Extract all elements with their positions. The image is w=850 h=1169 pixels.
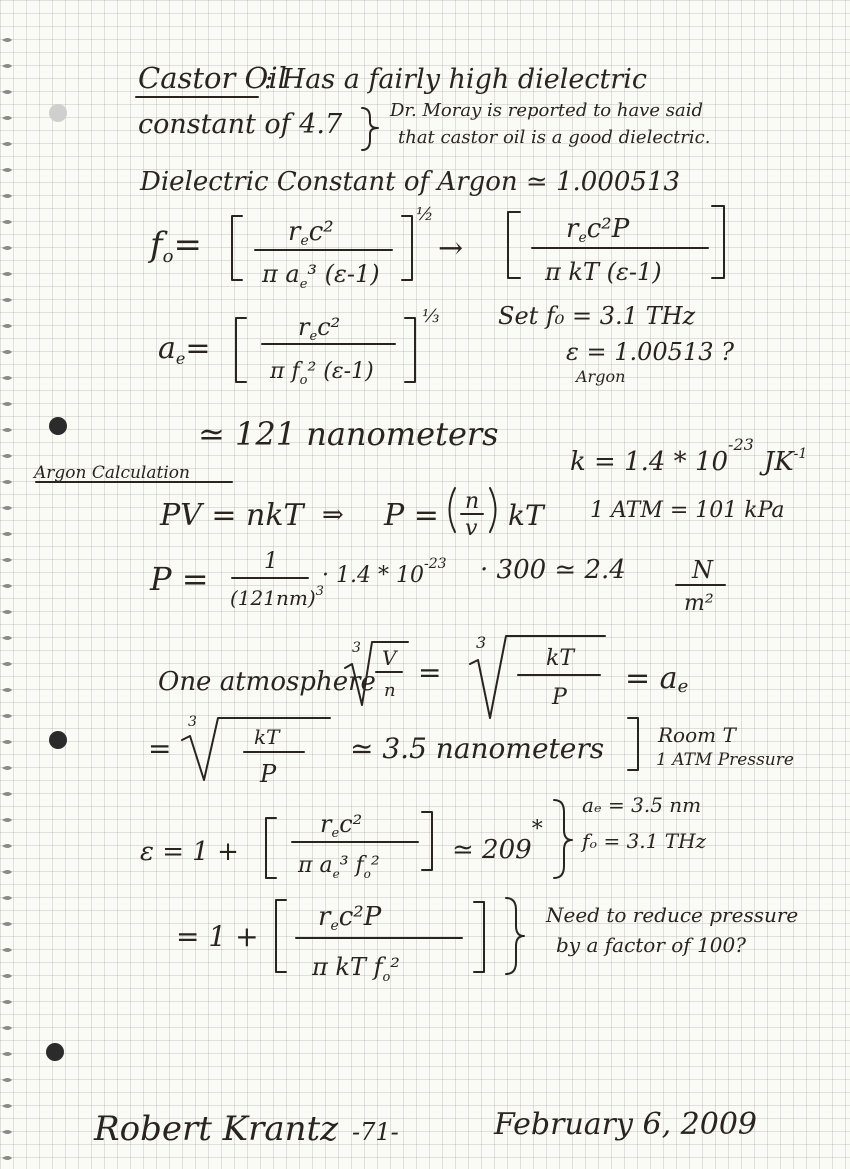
svg-text:π kT fo²: π kT $f_o^2$	[312, 953, 400, 985]
set-epsilon: ε = 1.00513 ?	[566, 338, 734, 366]
binding-tick	[2, 558, 12, 562]
binding-tick	[2, 532, 12, 536]
punch-hole	[49, 417, 67, 435]
binding-tick	[2, 1000, 12, 1004]
f0-numerator: rec²	[288, 217, 334, 249]
f0-value-note: fₒ = 3.1 THz	[582, 829, 707, 853]
svg-text:n: n	[384, 680, 396, 701]
svg-text:V: V	[382, 646, 397, 670]
castor-oil-title: Castor Oil	[138, 61, 287, 95]
svg-text:kT: kT	[508, 499, 544, 532]
pressure-equation	[149, 549, 725, 616]
svg-text:ae=: $a_e=$	[158, 331, 211, 368]
svg-text:kT: kT	[254, 725, 280, 749]
binding-tick	[2, 194, 12, 198]
binding-tick	[2, 298, 12, 302]
binding-tick	[2, 688, 12, 692]
right-paren	[490, 488, 496, 532]
binding-tick	[2, 610, 12, 614]
svg-text:P: P	[260, 760, 277, 788]
binding-tick	[2, 90, 12, 94]
ae-denominator: π $f_o^2$ (ε-1)	[270, 359, 374, 388]
binding-tick	[2, 792, 12, 796]
epsilon-equation-2	[176, 898, 798, 985]
notebook-binding	[2, 38, 12, 1160]
svg-text:v: v	[465, 516, 478, 541]
binding-tick	[2, 142, 12, 146]
binding-tick	[2, 922, 12, 926]
binding-tick	[2, 246, 12, 250]
pressure-note: 1 ATM Pressure	[656, 750, 794, 770]
binding-tick	[2, 168, 12, 172]
svg-text:rec²P: rec²P	[318, 902, 382, 934]
binding-tick	[2, 1078, 12, 1082]
right-bracket	[628, 718, 638, 770]
binding-tick	[2, 324, 12, 328]
left-bracket	[508, 212, 520, 278]
atm-conversion: 1 ATM = 101 kPa	[590, 498, 785, 523]
svg-text:π ae³ fo²: π $a_e^3$ $f_o^2$	[298, 853, 380, 881]
argon-dielectric-constant: Dielectric Constant of Argon ≃ 1.000513	[140, 167, 681, 197]
binding-tick	[2, 480, 12, 484]
binding-tick	[2, 818, 12, 822]
left-bracket	[276, 900, 286, 972]
binding-tick	[2, 220, 12, 224]
binding-tick	[2, 454, 12, 458]
ae-value-note: aₑ = 3.5 nm	[582, 793, 702, 817]
f0-denominator-2: π kT (ε-1)	[545, 258, 662, 286]
punch-hole	[46, 1043, 64, 1061]
binding-tick	[2, 428, 12, 432]
svg-text:PV = nkT: PV = nkT	[160, 498, 304, 533]
svg-text:⇒: ⇒	[322, 500, 344, 530]
right-bracket	[405, 318, 415, 382]
binding-tick	[2, 844, 12, 848]
binding-tick	[2, 1052, 12, 1056]
result-121-nm: ≃ 121 nanometers	[198, 415, 499, 453]
svg-text:=: =	[148, 732, 172, 765]
svg-text:ε = 1 +: ε = 1 +	[140, 837, 239, 867]
argon-calculation-label: Argon Calculation	[34, 463, 190, 483]
svg-text:n: n	[465, 489, 480, 514]
left-bracket	[266, 818, 276, 878]
svg-text:P =: P =	[150, 560, 209, 598]
factor-note: by a factor of 100?	[556, 933, 746, 957]
svg-text:rec²: $r_ec^2$	[320, 810, 363, 841]
f0-numerator-2: rec²P	[566, 214, 630, 246]
left-bracket	[232, 216, 242, 280]
page-number: -71-	[352, 1118, 399, 1146]
binding-tick	[2, 870, 12, 874]
binding-tick	[2, 506, 12, 510]
boltzmann-constant: $k = 1.4 * 10^{-23}JK^{-1}$	[570, 435, 808, 477]
f0-denominator: π $a_e^3$ (ε-1)	[262, 260, 380, 292]
svg-text:(121nm)3: $(121nm)^3$	[230, 584, 324, 610]
exponent-third: ⅓	[422, 306, 440, 327]
ae-numerator: $r_ec^2$	[298, 313, 341, 344]
exponent-half: ½	[416, 204, 434, 225]
svg-text:3: 3	[476, 633, 487, 652]
brace	[554, 800, 572, 878]
right-bracket	[422, 812, 432, 870]
svg-text:· 300 ≃ 2.4: · 300 ≃ 2.4	[480, 555, 626, 585]
brace	[506, 898, 524, 974]
binding-tick	[2, 974, 12, 978]
left-bracket	[236, 318, 246, 382]
svg-text:P =: P =	[384, 498, 439, 533]
set-f0: Set f₀ = 3.1 THz	[498, 302, 696, 330]
punch-hole	[49, 731, 67, 749]
binding-tick	[2, 38, 12, 42]
binding-tick	[2, 714, 12, 718]
epsilon-equation-1	[140, 793, 707, 881]
castor-line-2: constant of 4.7	[138, 109, 343, 140]
one-atmosphere-equation	[158, 633, 688, 718]
author-signature: Robert Krantz	[94, 1109, 339, 1149]
svg-text:=: =	[418, 656, 442, 689]
svg-text:fo=: fo=	[150, 225, 202, 267]
binding-tick	[2, 766, 12, 770]
argon-label: Argon	[576, 367, 626, 386]
binding-tick	[2, 584, 12, 588]
binding-tick	[2, 1156, 12, 1160]
punch-hole	[49, 104, 67, 122]
binding-tick	[2, 662, 12, 666]
binding-tick	[2, 948, 12, 952]
ae-equation	[158, 306, 439, 388]
svg-text:≃ 209*: ≃ 209*	[452, 817, 543, 865]
binding-tick	[2, 376, 12, 380]
room-temperature-note: Room T	[658, 723, 736, 747]
reduce-pressure-note: Need to reduce pressure	[546, 903, 799, 927]
binding-tick	[2, 636, 12, 640]
svg-text:m²: m²	[684, 591, 714, 616]
binding-tick	[2, 272, 12, 276]
note-line-2: that castor oil is a good dielectric.	[398, 127, 711, 148]
svg-text:One atmosphere: One atmosphere	[158, 667, 376, 697]
svg-text:3: 3	[188, 714, 197, 730]
svg-text:= ae: = ae	[625, 661, 689, 697]
svg-text:= 1 +: = 1 +	[176, 920, 259, 953]
svg-text:≃ 3.5 nanometers: ≃ 3.5 nanometers	[350, 732, 605, 765]
brace	[362, 108, 378, 150]
binding-tick	[2, 116, 12, 120]
note-line-1: Dr. Moray is reported to have said	[390, 100, 703, 121]
ideal-gas-equation	[159, 488, 785, 541]
right-bracket	[402, 216, 412, 280]
binding-tick	[2, 1104, 12, 1108]
svg-text:P: P	[552, 685, 567, 710]
f0-equation	[147, 204, 724, 292]
right-bracket	[474, 902, 484, 972]
svg-text:N: N	[692, 556, 713, 584]
binding-tick	[2, 1026, 12, 1030]
right-bracket	[712, 206, 724, 278]
entry-date: February 6, 2009	[494, 1107, 758, 1142]
binding-tick	[2, 896, 12, 900]
binding-tick	[2, 1130, 12, 1134]
left-paren	[450, 488, 456, 532]
binding-tick	[2, 64, 12, 68]
binding-tick	[2, 740, 12, 744]
binding-tick	[2, 402, 12, 406]
castor-line-1: : Has a fairly high dielectric	[264, 64, 647, 95]
cube-root-sign	[470, 636, 605, 718]
svg-text:kT: kT	[546, 646, 575, 671]
svg-text:· 1.4 * 10-23: · $1.4 * 10^{-23}$	[322, 556, 447, 588]
svg-text:3: 3	[352, 640, 361, 656]
svg-text:1: 1	[264, 549, 278, 574]
result-35-nm-equation	[148, 714, 794, 788]
implies-arrow: →	[438, 231, 464, 266]
binding-tick	[2, 350, 12, 354]
